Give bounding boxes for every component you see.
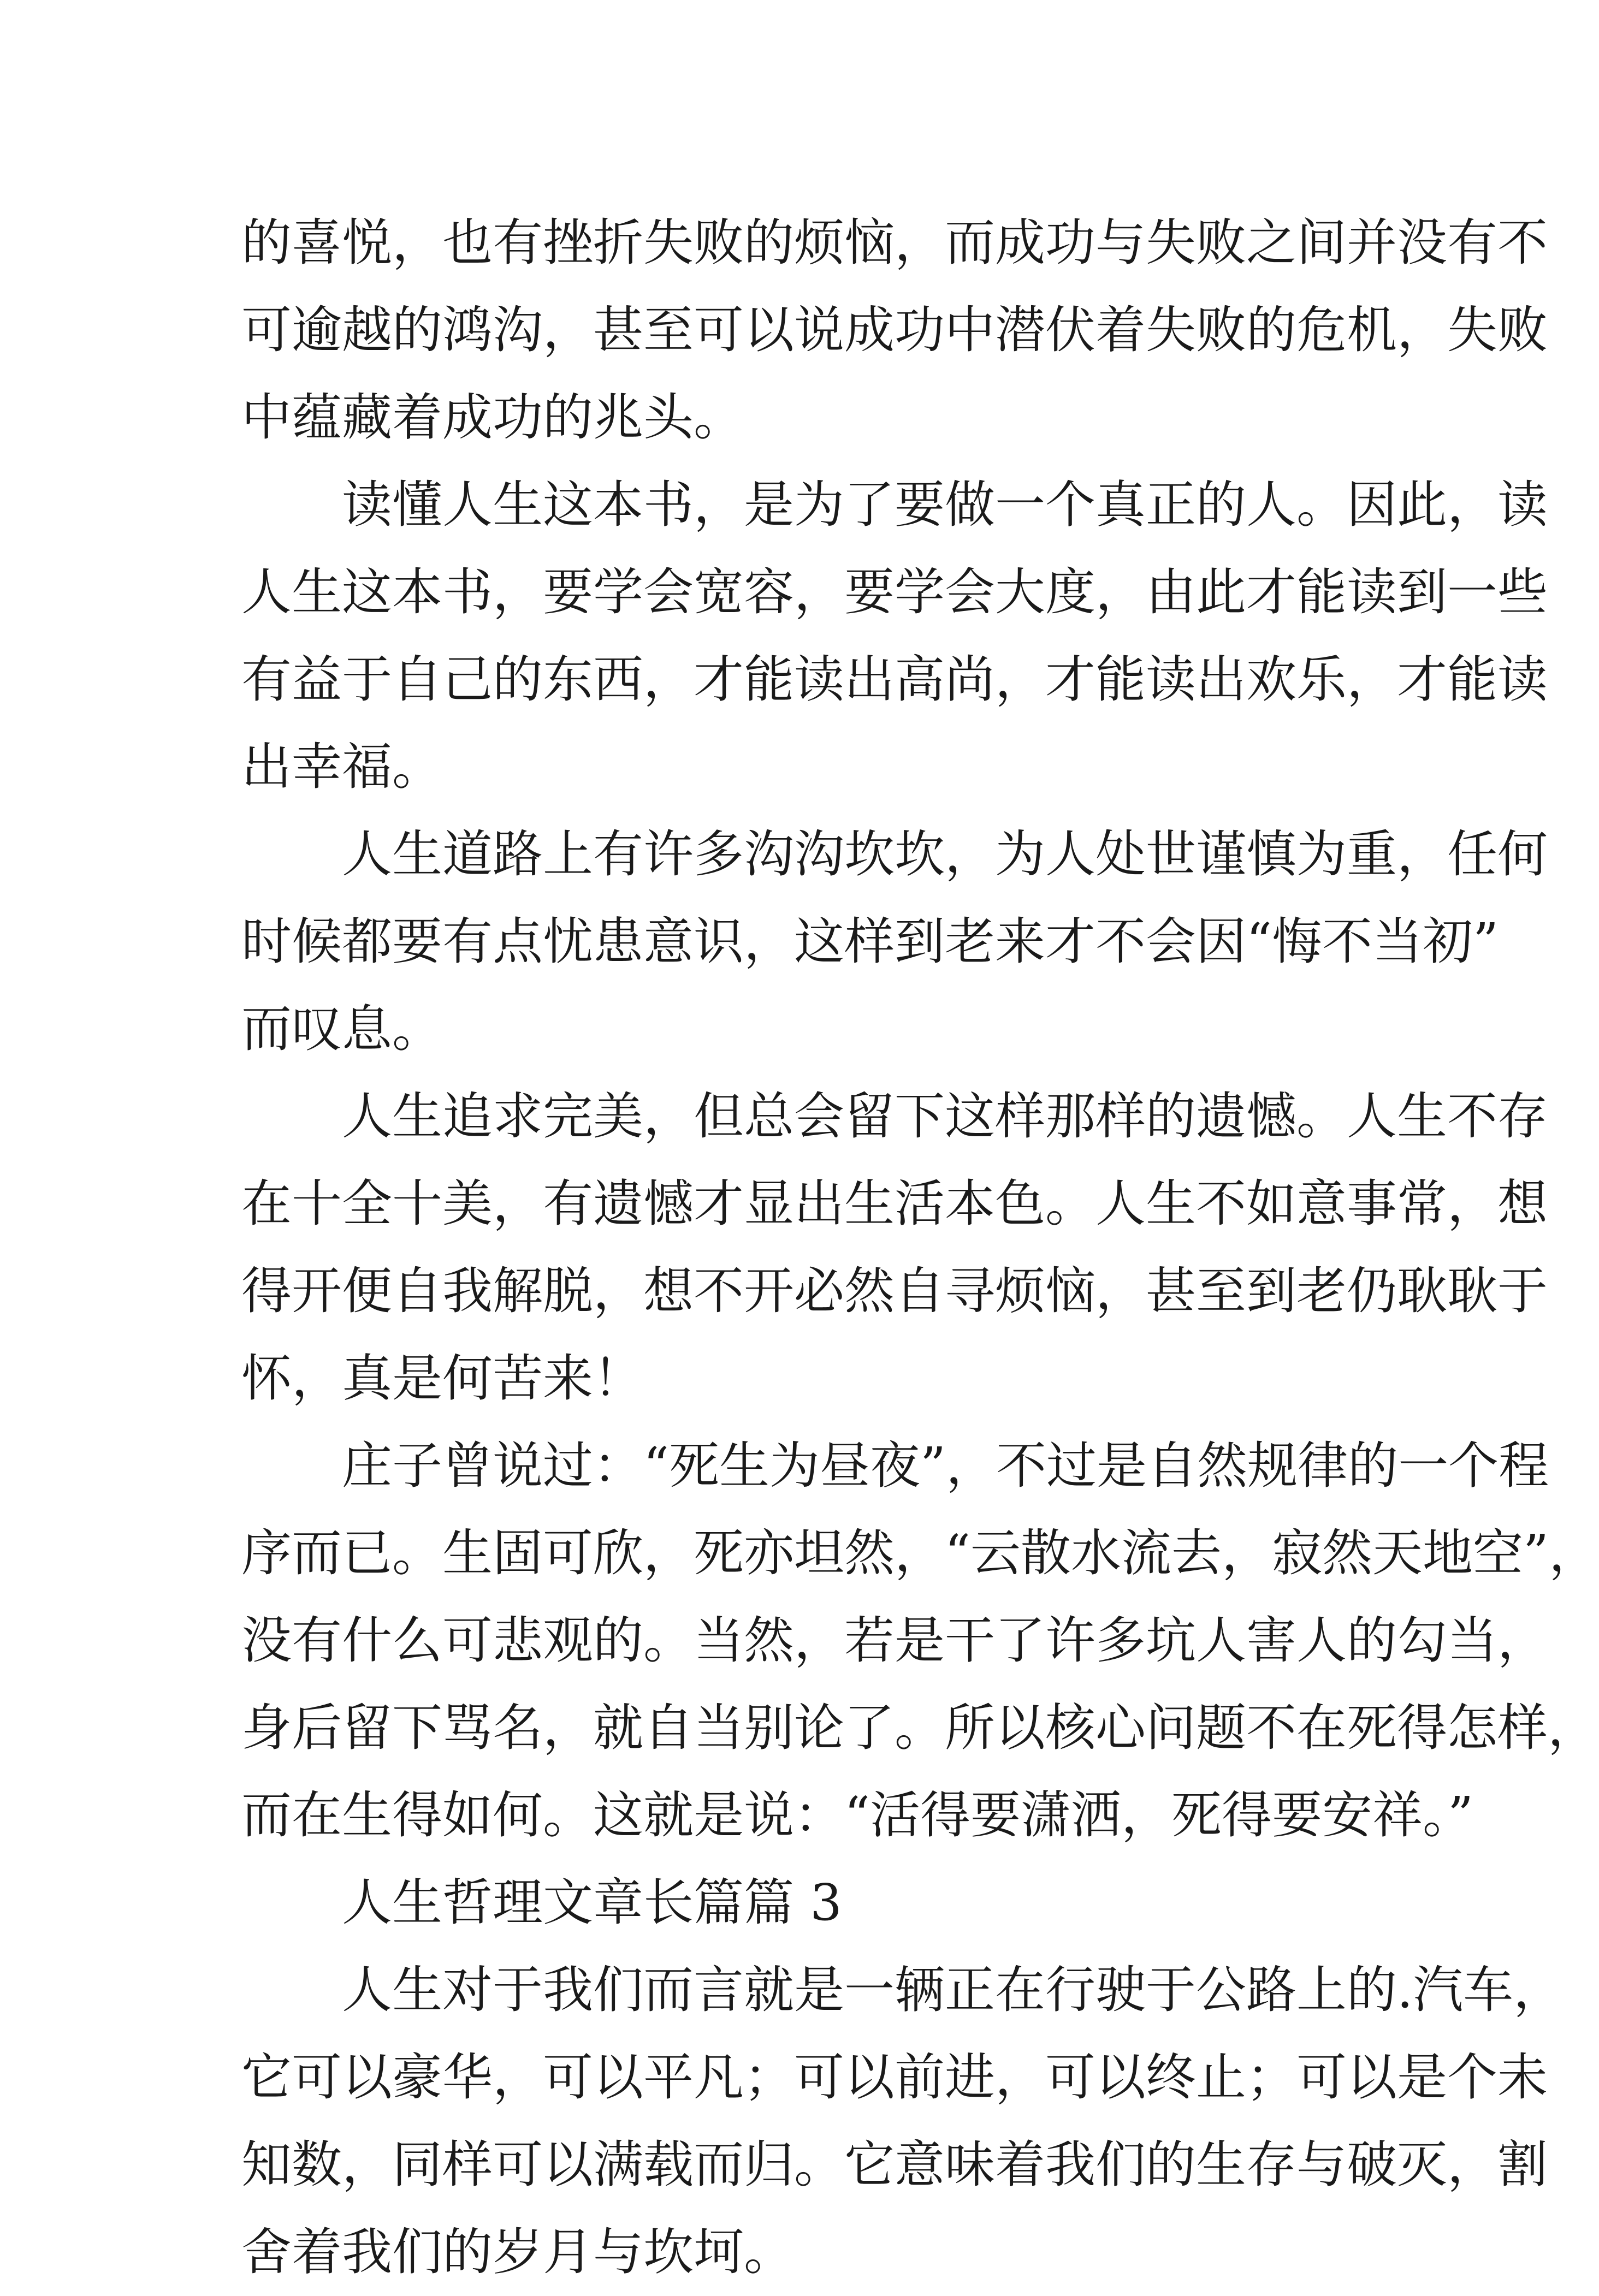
paragraph-first-line: 庄子曾说过：“死生为昼夜”，不过是自然规律的一个程 [342,1437,1549,1495]
section-heading: 人生哲理文章长篇篇 3 [342,1873,842,1932]
text-line: 知数，同样可以满载而归。它意味着我们的生存与破灭，割 [241,2135,1548,2194]
text-line: 有益于自己的东西，才能读出高尚，才能读出欢乐，才能读 [241,650,1548,709]
text-line: 得开便自我解脱，想不开必然自寻烦恼，甚至到老仍耿耿于 [241,1262,1548,1320]
text-line: 人生这本书，要学会宽容，要学会大度，由此才能读到一些 [241,563,1548,621]
text-line: 它可以豪华，可以平凡；可以前进，可以终止；可以是个未 [241,2048,1548,2107]
text-line: 在十全十美，有遗憾才显出生活本色。人生不如意事常，想 [241,1174,1548,1233]
paragraph-first-line: 人生对于我们而言就是一辆正在行驶于公路上的.汽车， [342,1961,1564,2019]
text-line: 怀，真是何苦来！ [241,1349,644,1408]
text-line: 中蕴藏着成功的兆头。 [241,388,744,447]
text-line: 的喜悦，也有挫折失败的烦恼，而成功与失败之间并没有不 [241,213,1548,272]
text-line: 没有什么可悲观的。当然，若是干了许多坑人害人的勾当， [241,1611,1548,1670]
text-line: 身后留下骂名，就自当别论了。所以核心问题不在死得怎样， [241,1699,1598,1757]
paragraph-first-line: 人生追求完美，但总会留下这样那样的遗憾。人生不存 [342,1087,1548,1146]
text-line: 时候都要有点忧患意识，这样到老来才不会因“悔不当初” [241,912,1499,971]
text-line: 而叹息。 [241,1000,443,1058]
paragraph-first-line: 读懂人生这本书，是为了要做一个真正的人。因此，读 [342,476,1548,534]
text-line: 序而已。生固可欣，死亦坦然，“云散水流去，寂然天地空”， [241,1524,1599,1582]
text-line: 而在生得如何。这就是说：“活得要潇洒，死得要安祥。” [241,1786,1474,1844]
text-line: 可逾越的鸿沟，甚至可以说成功中潜伏着失败的危机，失败 [241,301,1548,359]
text-line: 舍着我们的岁月与坎坷。 [241,2223,795,2281]
text-line: 出幸福。 [241,738,443,796]
document-body [241,199,1599,2296]
paragraph-first-line: 人生道路上有许多沟沟坎坎，为人处世谨慎为重，任何 [342,825,1548,883]
